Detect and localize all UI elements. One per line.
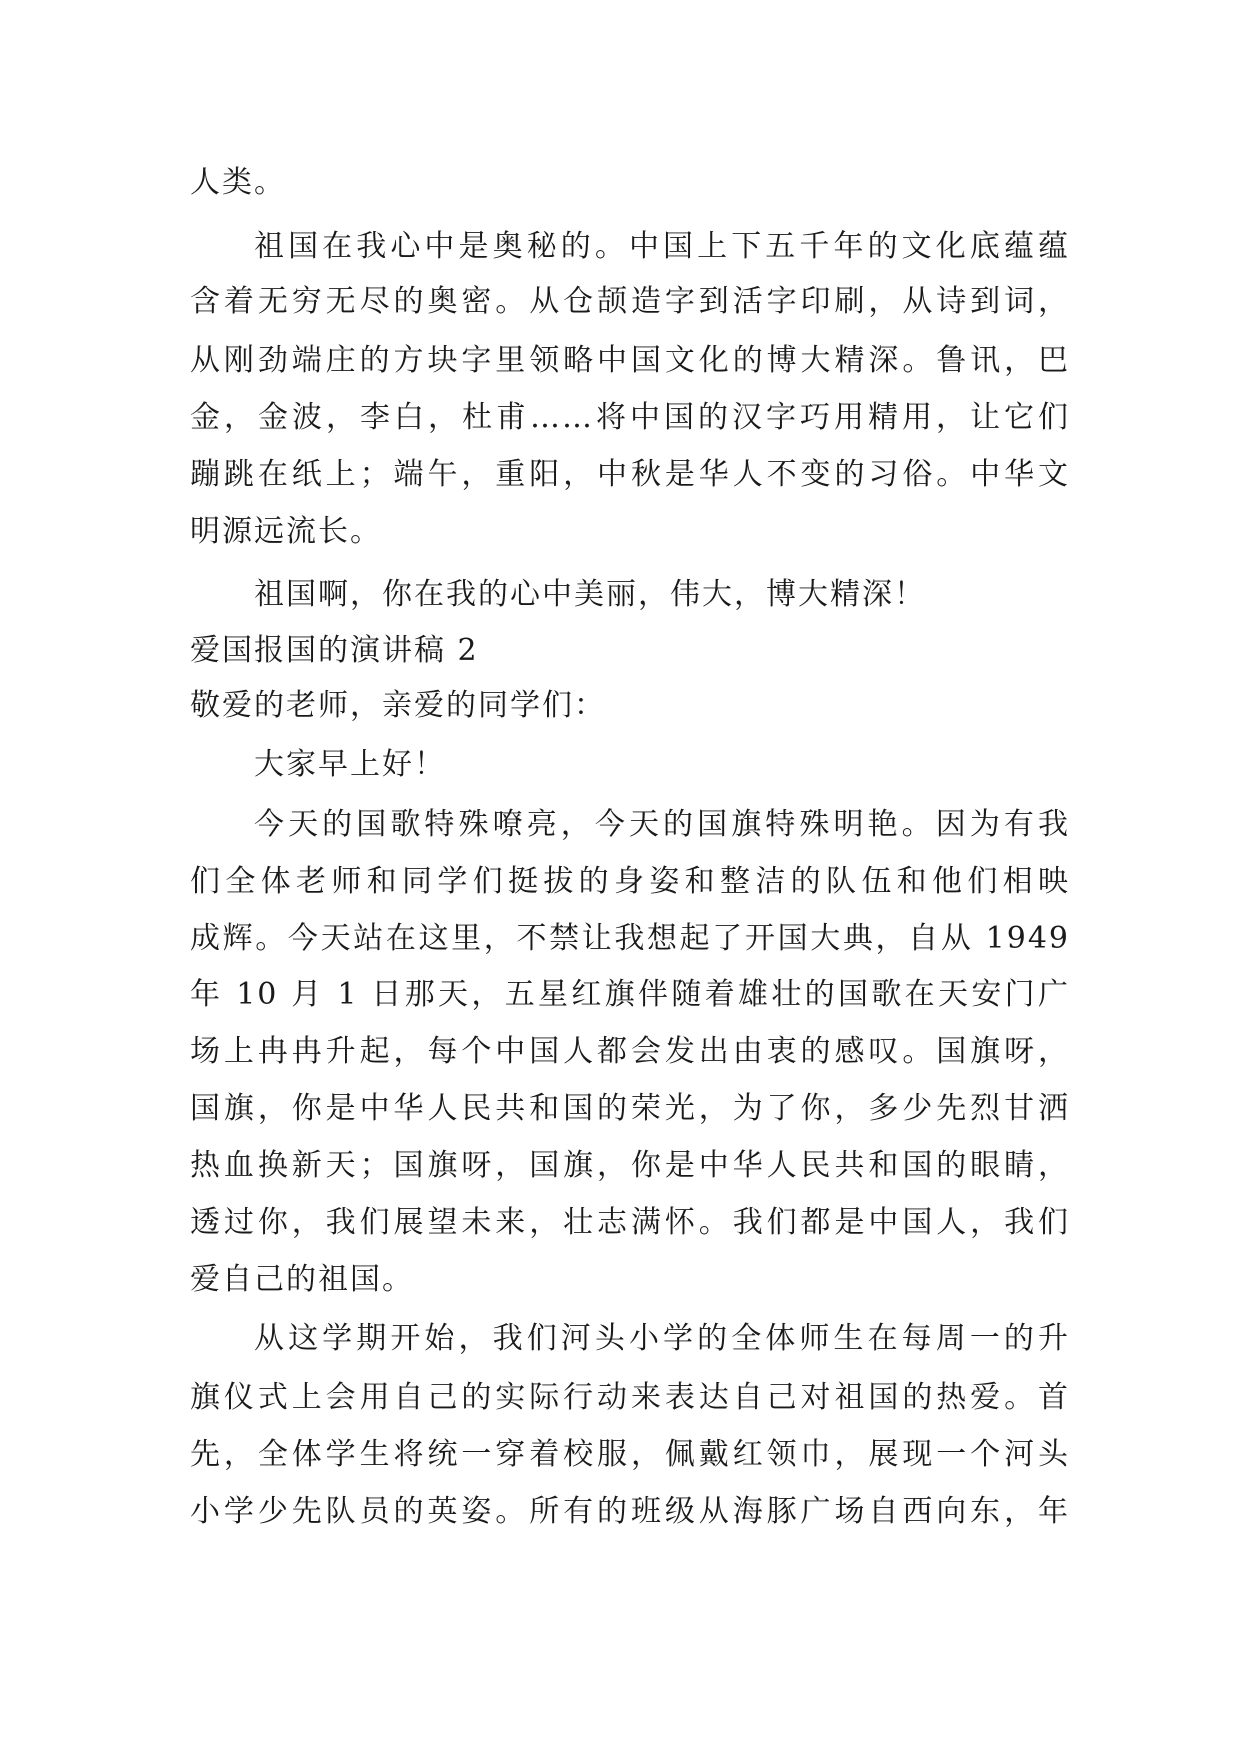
text-line: 成辉。今天站在这里，不禁让我想起了开国大典，自从 1949 (190, 921, 1070, 956)
text-line: 明源远流长。 (190, 514, 382, 549)
text-line: 旗仪式上会用自己的实际行动来表达自己对祖国的热爱。首 (190, 1380, 1070, 1415)
text-line: 热血换新天；国旗呀，国旗，你是中华人民共和国的眼睛， (190, 1148, 1070, 1183)
text-line: 透过你，我们展望未来，壮志满怀。我们都是中国人，我们 (190, 1205, 1070, 1240)
greeting: 大家早上好！ (254, 747, 446, 782)
text-line: 国旗，你是中华人民共和国的荣光，为了你，多少先烈甘洒 (190, 1091, 1070, 1126)
salutation: 敬爱的老师，亲爱的同学们： (190, 688, 606, 723)
text-line: 年 10 月 1 日那天，五星红旗伴随着雄壮的国歌在天安门广 (190, 977, 1070, 1012)
text-line: 金，金波，李白，杜甫……将中国的汉字巧用精用，让它们 (190, 400, 1070, 435)
text-line: 们全体老师和同学们挺拔的身姿和整洁的队伍和他们相映 (190, 864, 1070, 899)
text-line: 先，全体学生将统一穿着校服，佩戴红领巾，展现一个河头 (190, 1437, 1070, 1472)
text-line: 蹦跳在纸上；端午，重阳，中秋是华人不变的习俗。中华文 (190, 457, 1070, 492)
text-line: 从这学期开始，我们河头小学的全体师生在每周一的升 (254, 1321, 1070, 1356)
section-heading: 爱国报国的演讲稿 2 (190, 633, 479, 668)
text-line: 场上冉冉升起，每个中国人都会发出由衷的感叹。国旗呀， (190, 1034, 1070, 1069)
text-line: 爱自己的祖国。 (190, 1262, 414, 1297)
text-line: 今天的国歌特殊嘹亮，今天的国旗特殊明艳。因为有我 (254, 807, 1070, 842)
text-line: 人类。 (190, 165, 286, 200)
text-line: 祖国啊，你在我的心中美丽，伟大，博大精深！ (254, 577, 926, 612)
text-line: 祖国在我心中是奥秘的。中国上下五千年的文化底蕴蕴 (254, 229, 1070, 264)
text-line: 含着无穷无尽的奥密。从仓颉造字到活字印刷，从诗到词， (190, 284, 1070, 319)
text-line: 从刚劲端庄的方块字里领略中国文化的博大精深。鲁讯，巴 (190, 343, 1070, 378)
text-line: 小学少先队员的英姿。所有的班级从海豚广场自西向东，年 (190, 1494, 1070, 1529)
